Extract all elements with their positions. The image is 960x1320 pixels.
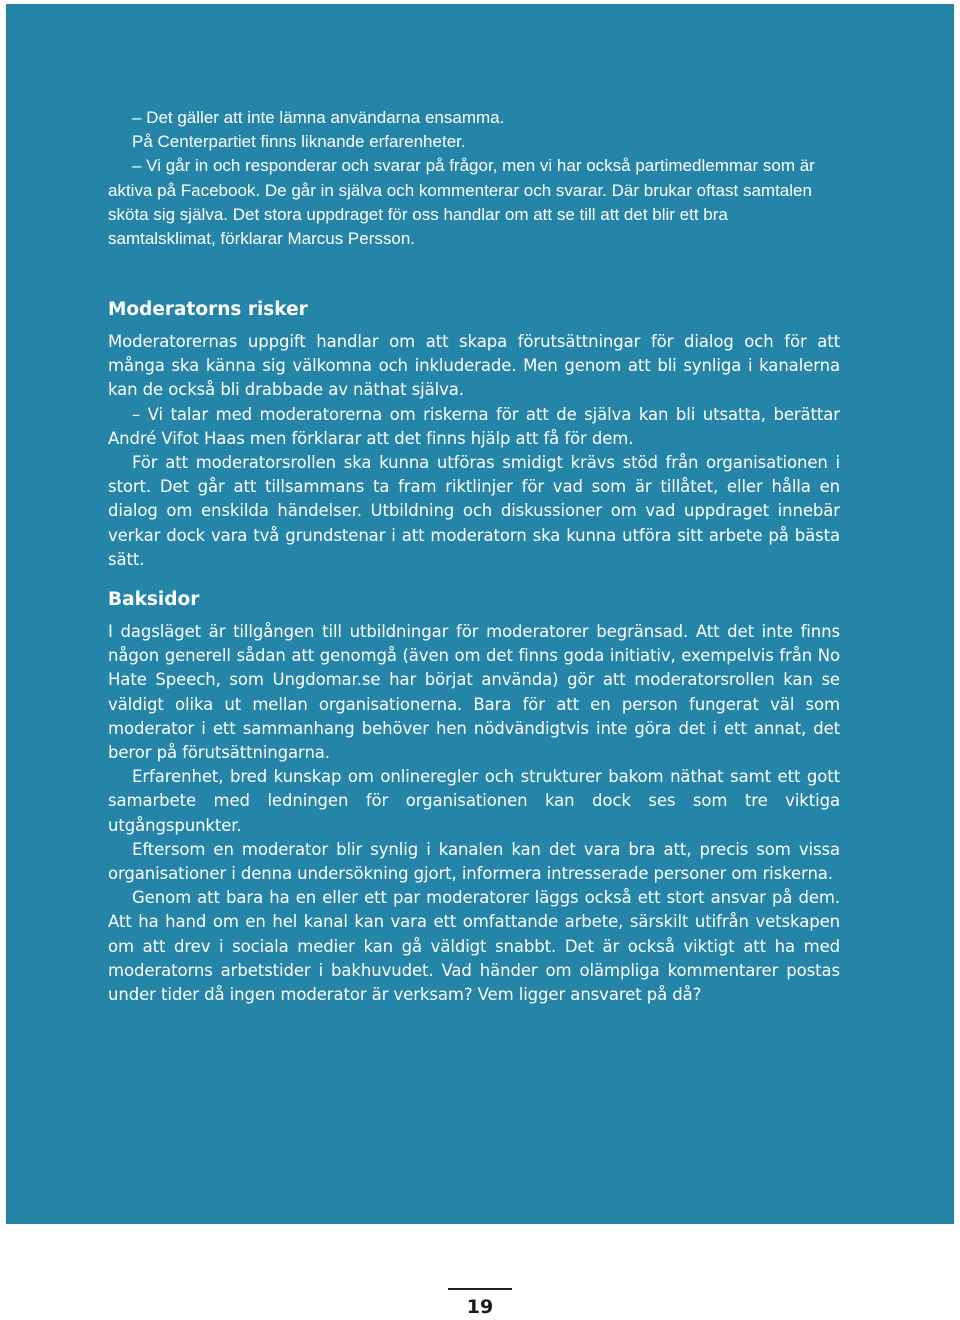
body-paragraph: För att moderatorsrollen ska kunna utföras smidigt krävs stöd från organisationen i stort. Det går att tillsammans ta fram riktlinjer för vad som är tillåtet, eller hålla en dialog om enskilda händelser. Utbildning och diskussioner om vad uppdraget innebär verkar dock vara två grundstenar i att moderatorn ska kunna utföra sitt arbete på bästa sätt.	[108, 453, 840, 569]
body-paragraph: Eftersom en moderator blir synlig i kanalen kan det vara bra att, precis som vissa organisationer i denna undersökning gjort, informera intresserade personer om riskerna.	[108, 839, 840, 884]
section-drawbacks	[108, 586, 840, 1007]
intro-paragraph: – Vi går in och responderar och svarar på frågor, men vi har också partimedlemmar som är aktiva på Facebook. De går in själva och kommenterar och svarar. Där brukar oftast samtalen sköta sig själva. Det stora uppdraget för oss handlar om att se till att det blir ett bra samtalsklimat, förklarar Marcus Persson.	[108, 156, 815, 249]
section-heading: Moderatorns risker	[108, 299, 308, 320]
page-number: 19	[466, 1296, 494, 1318]
body-paragraph: I dagsläget är tillgången till utbildningar för moderatorer begränsad. Att det inte finns någon generell sådan att genomgå (även om det finns goda initiativ, exempelvis från No Hate Speech, som Ungdomar.se har börjat använda) gör att moderatorsrollen kan se väldigt olika ut mellan organisationerna. Bara för att en person fungerat väl som moderator i ett sammanhang behöver hen nödvändigtvis inte göra det i ett annat, det beror på förutsättningarna.	[108, 622, 840, 763]
section-heading: Baksidor	[108, 589, 200, 610]
section-moderator-risks	[108, 296, 840, 572]
page-number-rule	[448, 1288, 512, 1290]
body-paragraph: – Vi talar med moderatorerna om riskerna för att de själva kan bli utsatta, berättar André Vifot Haas men förklarar att det finns hjälp att få för dem.	[108, 404, 840, 448]
body-paragraph: Moderatorernas uppgift handlar om att skapa förutsättningar för dialog och för att många ska känna sig välkomna och inkluderade. Men genom att bli synliga i kanalerna kan de också bli drabbade av näthat själva.	[108, 332, 840, 400]
intro-paragraph: – Det gäller att inte lämna användarna ensamma.	[132, 108, 505, 127]
intro-text	[108, 106, 840, 251]
body-paragraph: Genom att bara ha en eller ett par moderatorer läggs också ett stort ansvar på dem. Att ha hand om en hel kanal kan vara ett omfattande arbete, särskilt utifrån vetskapen om att drev i sociala medier kan gå väldigt snabbt. Det är också viktigt att ha med moderatorns arbetstider i bakhuvudet. Vad händer om olämpliga kommentarer postas under tider då ingen moderator är verksam? Vem ligger ansvaret på då?	[108, 888, 840, 1005]
body-paragraph: Erfarenhet, bred kunskap om onlineregler och strukturer bakom näthat samt ett gott samarbete med ledningen för organisationen kan dock ses som tre viktiga utgångspunkter.	[108, 767, 840, 835]
intro-paragraph: På Centerpartiet finns liknande erfarenheter.	[132, 132, 466, 152]
